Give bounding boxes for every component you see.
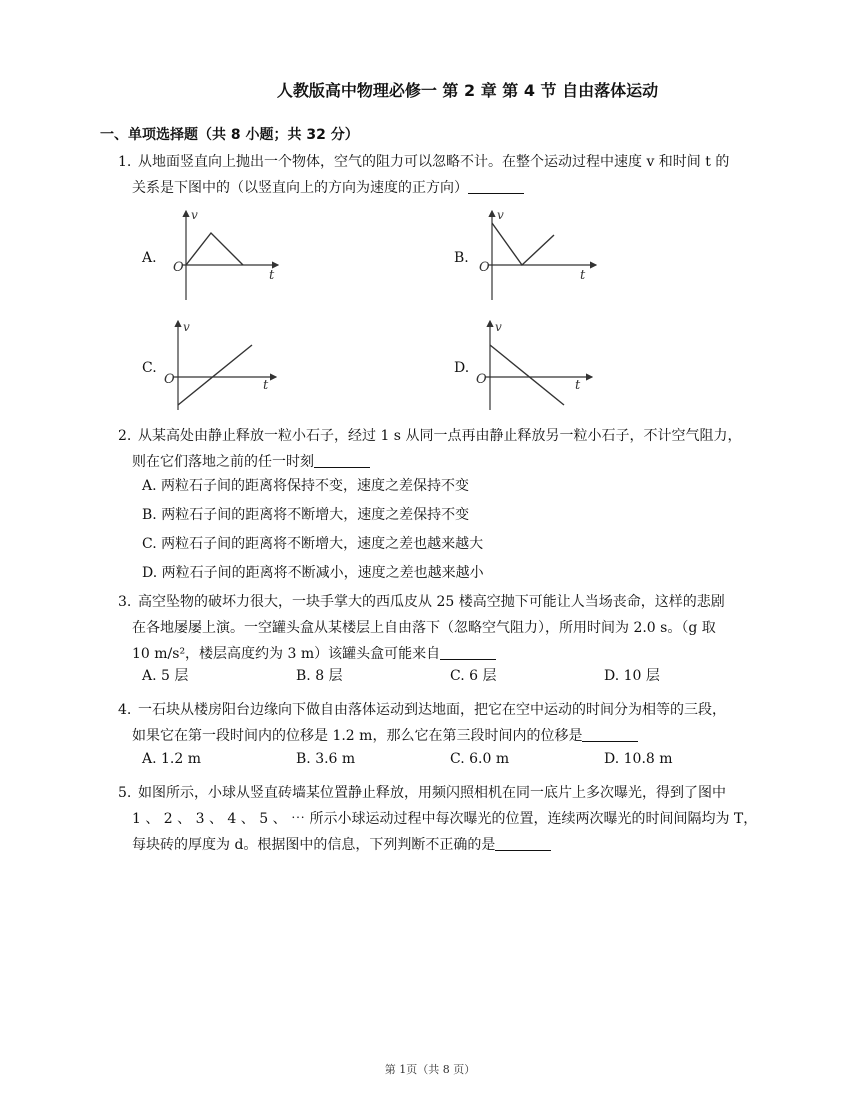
option-b[interactable]: B. 8 层 (296, 668, 343, 684)
question-4 (118, 697, 726, 749)
question-number: 5. (118, 785, 132, 801)
question-4-options (142, 745, 758, 774)
option-b[interactable]: B. 两粒石子间的距离将不断增大，速度之差保持不变 (142, 507, 470, 523)
answer-blank[interactable] (440, 645, 496, 660)
option-label-b: B. (454, 250, 469, 266)
question-number: 2. (118, 428, 132, 444)
question-1 (118, 149, 729, 201)
option-d[interactable]: D. 10.8 m (604, 751, 673, 767)
question-text: 高空坠物的破坏力很大，一块手掌大的西瓜皮从 25 楼高空抛下可能让人当场丧命，这样的悲剧 (138, 594, 725, 610)
option-c[interactable]: C. 两粒石子间的距离将不断增大，速度之差也越来越大 (142, 536, 484, 552)
option-d[interactable]: D. 两粒石子间的距离将不断减小，速度之差也越来越小 (142, 565, 484, 581)
page-footer: 第 1页（共 8 页） (384, 1063, 476, 1076)
origin-label: O (476, 372, 487, 387)
question-number: 4. (118, 702, 132, 718)
option-c[interactable]: C. 6.0 m (450, 751, 510, 767)
vt-graph-a (168, 205, 288, 305)
axis-t-label: t (580, 268, 586, 283)
origin-label: O (164, 372, 175, 387)
axis-v-label: v (191, 208, 198, 222)
vt-graph-d (474, 315, 604, 415)
option-a[interactable]: A. 5 层 (142, 668, 189, 684)
axis-v-label: v (183, 320, 190, 334)
option-label-c: C. (142, 360, 157, 376)
question-number: 3. (118, 594, 132, 610)
question-text: 如果它在第一段时间内的位移是 1.2 m，那么它在第三段时间内的位移是 (132, 728, 583, 744)
option-label-d: D. (454, 360, 470, 376)
option-a[interactable]: A. 两粒石子间的距离将保持不变，速度之差保持不变 (142, 478, 470, 494)
vt-graph-b (474, 205, 604, 305)
question-text: 在各地屡屡上演。一空罐头盒从某楼层上自由落下（忽略空气阻力），所用时间为 2.0 s。（g 取 (132, 620, 716, 636)
question-3 (118, 589, 725, 667)
axis-t-label: t (575, 378, 581, 393)
question-text: 从地面竖直向上抛出一个物体，空气的阻力可以忽略不计。在整个运动过程中速度 v 和时间 t 的 (138, 154, 730, 170)
question-text: 如图所示，小球从竖直砖墙某位置静止释放，用频闪照相机在同一底片上多次曝光，得到了图中 (138, 785, 726, 801)
answer-blank[interactable] (468, 179, 524, 194)
axis-t-label: t (263, 378, 269, 393)
section-heading: 一、单项选择题（共 8 小题；共 32 分） (100, 127, 359, 143)
question-2-options (142, 472, 484, 588)
question-text: 关系是下图中的（以竖直向上的方向为速度的正方向） (132, 180, 468, 196)
question-text: 从某高处由静止释放一粒小石子，经过 1 s 从同一点再由静止释放另一粒小石子，不计空气阻力， (138, 428, 742, 444)
answer-blank[interactable] (314, 453, 370, 468)
answer-blank[interactable] (495, 836, 551, 851)
question-text: 1 、 2 、 3 、 4 、 5 、 ⋯ 所示小球运动过程中每次曝光的位置，连续两次曝光的时间间隔均为 T， (132, 811, 758, 827)
option-d[interactable]: D. 10 层 (604, 668, 660, 684)
page-title: 人教版高中物理必修一 第 2 章 第 4 节 自由落体运动 (276, 81, 659, 100)
axis-v-label: v (497, 208, 504, 222)
answer-blank[interactable] (582, 727, 638, 742)
axis-v-label: v (495, 320, 502, 334)
question-text: 则在它们落地之前的任一时刻 (132, 454, 314, 470)
question-2 (118, 423, 741, 475)
question-3-options (142, 662, 758, 691)
option-a[interactable]: A. 1.2 m (142, 751, 202, 767)
question-text: 10 m/s²，楼层高度约为 3 m）该罐头盒可能来自 (132, 646, 441, 662)
question-text: 一石块从楼房阳台边缘向下做自由落体运动到达地面，把它在空中运动的时间分为相等的三段， (138, 702, 726, 718)
question-text: 每块砖的厚度为 d。根据图中的信息，下列判断不正确的是 (132, 837, 496, 853)
origin-label: O (173, 260, 184, 275)
vt-graph-c (164, 315, 284, 415)
axis-t-label: t (269, 268, 275, 283)
option-c[interactable]: C. 6 层 (450, 668, 497, 684)
origin-label: O (479, 260, 490, 275)
question-number: 1. (118, 154, 132, 170)
option-label-a: A. (142, 250, 157, 266)
option-b[interactable]: B. 3.6 m (296, 751, 356, 767)
question-5 (118, 780, 757, 858)
